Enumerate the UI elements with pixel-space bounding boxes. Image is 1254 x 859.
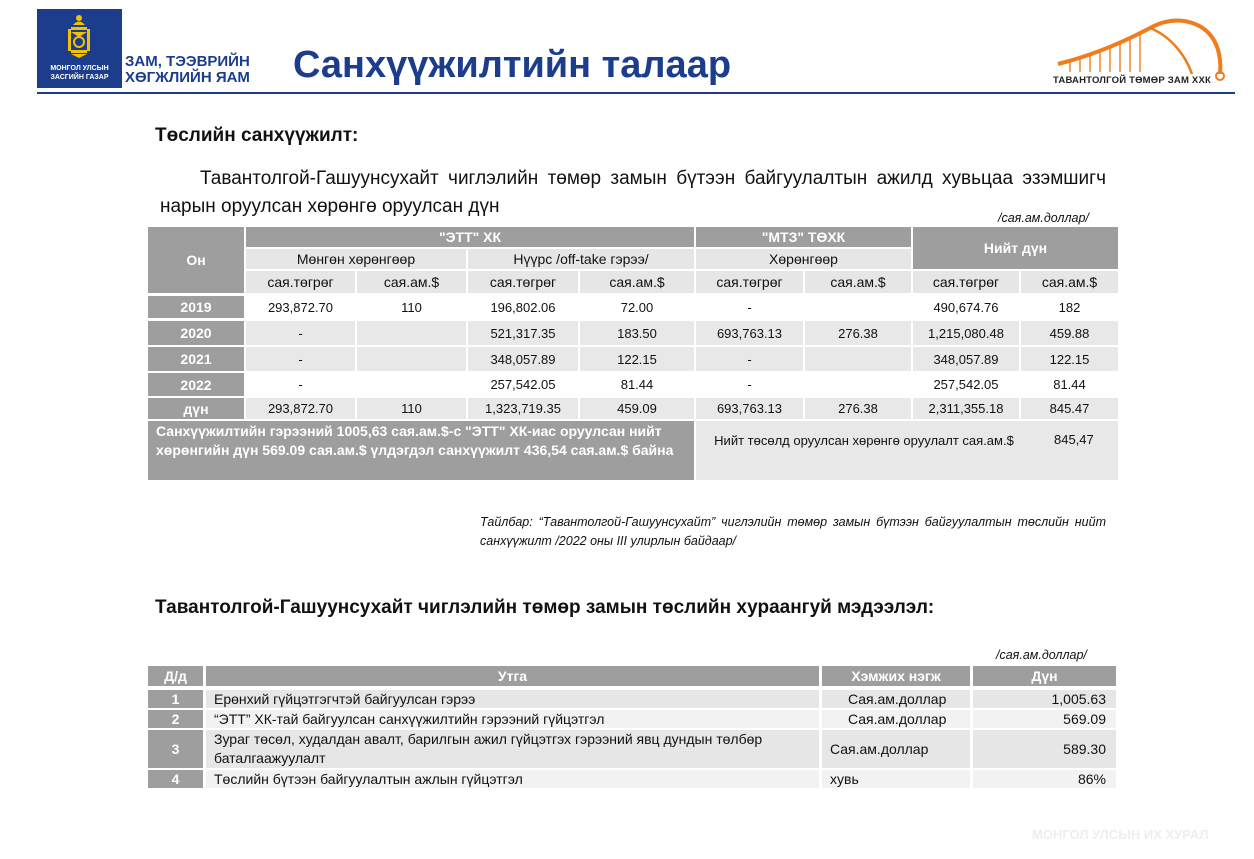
table-cell: 521,317.35 xyxy=(468,321,578,345)
table-cell: 122.15 xyxy=(1021,347,1118,371)
table-cell xyxy=(805,347,911,371)
table-footnote: Тайлбар: “Тавантолгой-Гашуунсухайт” чиглэлийн төмөр замын бүтээн байгуулалтын төслийн нийт санхүүжилт /2022 оны III улирлын байдаар/ xyxy=(480,515,1106,548)
row-unit: Сая.ам.доллар xyxy=(822,690,970,708)
table-cell: 348,057.89 xyxy=(468,347,578,371)
col-header-amount: Дүн xyxy=(973,666,1116,686)
row-amount: 1,005.63 xyxy=(973,690,1116,708)
ministry-name-line2: ХӨГЖЛИЙН ЯАМ xyxy=(125,69,250,86)
assets-subheader: Хөрөнгөөр xyxy=(696,249,911,269)
ministry-name xyxy=(125,54,250,86)
unit-mnt-header: сая.төгрөг xyxy=(246,271,355,293)
total-investment-box xyxy=(696,421,1118,480)
unit-label: /сая.ам.доллар/ xyxy=(996,648,1087,662)
row-unit: Сая.ам.доллар xyxy=(822,730,970,768)
table-cell: 459.09 xyxy=(580,398,694,419)
row-number: 4 xyxy=(148,770,203,788)
ett-group-header: "ЭТТ" ХК xyxy=(246,227,694,247)
table-cell: 110 xyxy=(357,296,466,318)
financing-description: Тавантолгой-Гашуунсухайт чиглэлийн төмөр замын бүтээн байгуулалтын ажилд хувьцаа эзэмшигч нарын оруулсан хөрөнгө оруулсан дүн xyxy=(160,168,1106,217)
table-cell: 1,215,080.48 xyxy=(913,321,1019,345)
unit-usd-header: сая.ам.$ xyxy=(805,271,911,293)
table-cell: 81.44 xyxy=(1021,373,1118,396)
row-number: 1 xyxy=(148,690,203,708)
row-unit: Сая.ам.доллар xyxy=(822,710,970,728)
unit-label: /сая.ам.доллар/ xyxy=(998,211,1089,225)
table-cell: 182 xyxy=(1021,296,1118,318)
table-cell: 276.38 xyxy=(805,321,911,345)
table-cell: - xyxy=(696,373,803,396)
unit-usd-header: сая.ам.$ xyxy=(580,271,694,293)
page-title: Санхүүжилтийн талаар xyxy=(293,44,732,86)
mtz-group-header: "МТЗ" ТӨХК xyxy=(696,227,911,247)
header-divider xyxy=(37,92,1235,94)
unit-mnt-header: сая.төгрөг xyxy=(468,271,578,293)
table-cell: 183.50 xyxy=(580,321,694,345)
year-cell: 2022 xyxy=(148,373,244,396)
year-cell: 2020 xyxy=(148,321,244,345)
row-description: “ЭТТ” ХК-тай байгуулсан санхүүжилтийн гэрээний гүйцэтгэл xyxy=(206,710,819,728)
row-unit: хувь xyxy=(822,770,970,788)
coal-offtake-subheader: Нүүрс /off-take гэрээ/ xyxy=(468,249,694,269)
col-header-unit: Хэмжих нэгж xyxy=(822,666,970,686)
table-cell: 845.47 xyxy=(1021,398,1118,419)
table-cell: 459.88 xyxy=(1021,321,1118,345)
table-cell: - xyxy=(246,321,355,345)
table-cell: 257,542.05 xyxy=(913,373,1019,396)
table-cell: 293,872.70 xyxy=(246,398,355,419)
table-cell xyxy=(357,347,466,371)
table-cell xyxy=(805,373,911,396)
row-description: Зураг төсөл, худалдан авалт, барилгын ажил гүйцэтгэх гэрээний явц дундын төлбөр баталгаажуулалт xyxy=(206,730,819,768)
section-heading-financing: Төслийн санхүүжилт: xyxy=(155,125,359,146)
table-cell xyxy=(805,296,911,318)
table-cell: 490,674.76 xyxy=(913,296,1019,318)
year-header: Он xyxy=(148,227,244,293)
table-cell: 276.38 xyxy=(805,398,911,419)
table-cell: 693,763.13 xyxy=(696,321,803,345)
watermark-text: МОНГОЛ УЛСЫН ИХ ХУРАЛ xyxy=(1032,827,1209,842)
year-cell: 2019 xyxy=(148,296,244,318)
total-row-label: дүн xyxy=(148,398,244,419)
row-amount: 569.09 xyxy=(973,710,1116,728)
table-cell: - xyxy=(696,347,803,371)
ministry-name-line1: ЗАМ, ТЭЭВРИЙН xyxy=(125,53,250,70)
company-logo-text: ТАВАНТОЛГОЙ ТӨМӨР ЗАМ ХХК xyxy=(1053,75,1211,86)
section-heading-summary: Тавантолгой-Гашуунсухайт чиглэлийн төмөр замын төслийн хураангуй мэдээлэл: xyxy=(155,597,935,618)
table-cell xyxy=(357,373,466,396)
table-cell: 110 xyxy=(357,398,466,419)
row-number: 2 xyxy=(148,710,203,728)
cash-subheader: Мөнгөн хөрөнгөөр xyxy=(246,249,466,269)
unit-mnt-header: сая.төгрөг xyxy=(696,271,803,293)
soyombo-emblem-icon xyxy=(65,14,93,58)
total-investment-value: 845,47 xyxy=(1054,432,1094,447)
row-amount: 589.30 xyxy=(973,730,1116,768)
unit-mnt-header: сая.төгрөг xyxy=(913,271,1019,293)
unit-usd-header: сая.ам.$ xyxy=(357,271,466,293)
table-cell: 122.15 xyxy=(580,347,694,371)
total-investment-label: Нийт төсөлд оруулсан хөрөнгө оруулалт сая.ам.$ xyxy=(714,433,1014,448)
row-description: Ерөнхий гүйцэтгэгчтэй байгуулсан гэрээ xyxy=(206,690,819,708)
table-cell: 81.44 xyxy=(580,373,694,396)
unit-usd-header: сая.ам.$ xyxy=(1021,271,1118,293)
table-cell: 693,763.13 xyxy=(696,398,803,419)
table-cell: 196,802.06 xyxy=(468,296,578,318)
government-emblem xyxy=(37,9,122,88)
financing-remainder-note: Санхүүжилтийн гэрээний 1005,63 сая.ам.$-с "ЭТТ" ХК-иас оруулсан нийт хөрөнгийн дүн 569.09 сая.ам.$ үлдэгдэл санхүүжилт 436,54 сая.ам.$ байна xyxy=(148,421,694,480)
table-cell: 293,872.70 xyxy=(246,296,355,318)
table-cell: 72.00 xyxy=(580,296,694,318)
table-cell: 257,542.05 xyxy=(468,373,578,396)
table-cell: 348,057.89 xyxy=(913,347,1019,371)
table-cell xyxy=(357,321,466,345)
col-header-description: Утга xyxy=(206,666,819,686)
table-cell: - xyxy=(246,373,355,396)
row-description: Төслийн бүтээн байгуулалтын ажлын гүйцэтгэл xyxy=(206,770,819,788)
table-cell: - xyxy=(696,296,803,318)
table-cell: 2,311,355.18 xyxy=(913,398,1019,419)
row-number: 3 xyxy=(148,730,203,768)
table-cell: - xyxy=(246,347,355,371)
total-header: Нийт дүн xyxy=(913,227,1118,269)
emblem-caption: МОНГОЛ УЛСЫН ЗАСГИЙН ГАЗАР xyxy=(50,65,109,81)
table-cell: 1,323,719.35 xyxy=(468,398,578,419)
row-amount: 86% xyxy=(973,770,1116,788)
year-cell: 2021 xyxy=(148,347,244,371)
col-header-number: Д/д xyxy=(148,666,203,686)
